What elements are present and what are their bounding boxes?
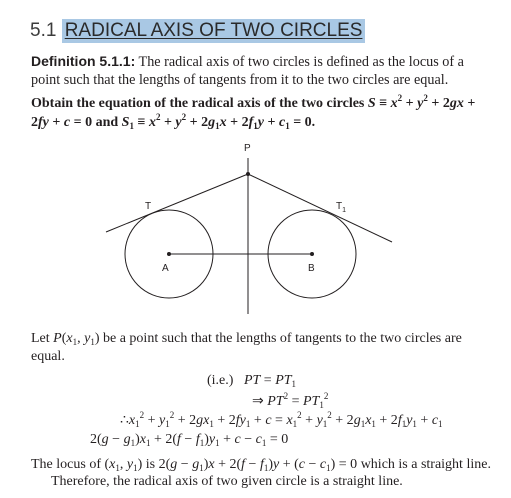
radical-axis-figure — [0, 135, 511, 325]
section-number: 5.1 — [30, 20, 57, 41]
let-paragraph: Let $P(x_1$, $y_1$) be a point such that the lengths of tangents to the two circles are equal. — [31, 331, 462, 364]
question-and: and — [95, 115, 119, 130]
label-t: T — [145, 201, 152, 212]
locus-paragraph: The locus of ($x_1$, $y_1$) is $2(g - g_1)x + 2(f - f_1)y + (c - c_1) = 0$ which is a straight line. — [31, 457, 491, 473]
point-p — [246, 172, 250, 176]
label-t1: $T_1$ — [336, 201, 347, 214]
locus-text-2: which is a straight line. — [360, 457, 491, 472]
definition-label: Definition 5.1.1: — [31, 53, 136, 69]
definition-text: The radical axis of two circles is defined as the locus of a point such that the lengths of tangents from it to the two circles are equal. — [31, 54, 464, 88]
locus-text-1: The locus of — [31, 457, 101, 472]
conclusion-paragraph: Therefore, the radical axis of two given circle is a straight line. — [51, 474, 403, 489]
label-b: B — [308, 263, 315, 274]
question-text: Obtain the equation of the radical axis of the two circles — [31, 96, 368, 111]
question-paragraph: Obtain the equation of the radical axis of the two circles $S \equiv x^2 + y^2 + 2gx + 2fy + c = 0$ and $S_1 \equiv x^2 + y^2 + 2g_1x + 2f_1y + c_1 = 0$. — [31, 93, 476, 131]
locus-is: is — [145, 457, 156, 472]
section-title: RADICAL AXIS OF TWO CIRCLES — [62, 19, 366, 43]
label-a: A — [162, 263, 169, 274]
equation-squared: ⇒ $PT^2 = PT_1^2$ — [252, 391, 329, 410]
ie-label: (i.e.) — [207, 373, 234, 388]
label-p: P — [244, 143, 251, 154]
equation-simplified: $2(g - g_1)x_1 + 2(f - f_1)y_1 + c - c_1 = 0$ — [90, 432, 289, 448]
point-b — [310, 252, 314, 256]
definition-paragraph — [31, 52, 481, 89]
point-a — [167, 252, 171, 256]
tangent-line-pt1 — [248, 174, 392, 242]
let-text-2: be a point such that the lengths of tangents to the two circles are equal. — [31, 331, 462, 364]
equation-ie: (i.e.) PT = $PT_1$ — [207, 373, 297, 389]
tangent-line-pt — [106, 174, 248, 232]
equation-expanded: $\therefore x_1^2 + y_1^2 + 2gx_1 + 2fy_1 + c = x_1^2 + y_1^2 + 2g_1x_1 + 2f_1y_1 + c_1$ — [120, 410, 443, 429]
section-heading — [30, 20, 365, 42]
let-text-1: Let — [31, 331, 50, 346]
